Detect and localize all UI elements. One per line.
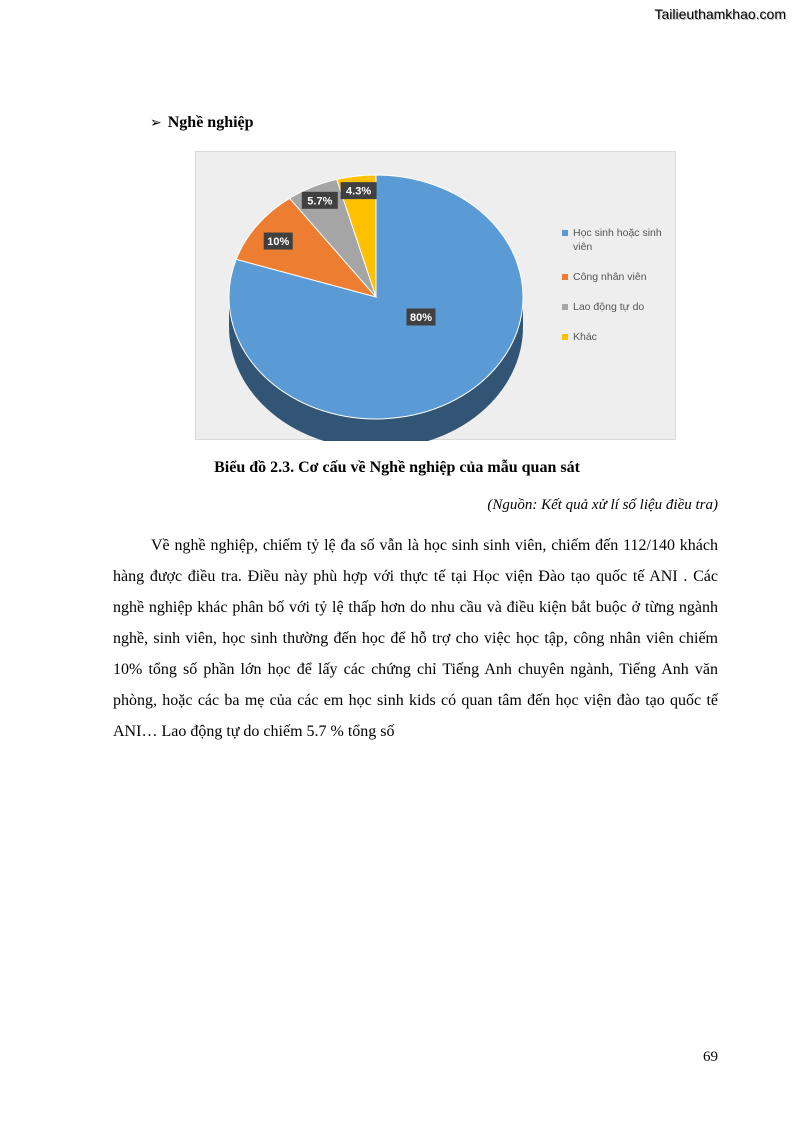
body-paragraph: Về nghề nghiệp, chiếm tỷ lệ đa số vẫn là học sinh sinh viên, chiếm đến 112/140 khách hàng được điều tra. Điều này phù hợp với thực tế tại Học viện Đào tạo quốc tế ANI . Các nghề nghiệp khác phân bố với tỷ lệ thấp hơn do nhu cầu và điều kiện bắt buộc ở từng ngành nghề, sinh viên, học sinh thường đến học để hỗ trợ cho việc học tập, công nhân viên chiếm 10% tổng số phần lớn học để lấy các chứng chỉ Tiếng Anh chuyên ngành, Tiếng Anh văn phòng, hoặc các ba mẹ của các em học sinh kids có quan tâm đến học viện đào tạo quốc tế ANI… Lao động tự do chiếm 5.7 % tổng số: [113, 537, 718, 740]
legend-label-0: Học sinh hoặc sinh viên: [573, 227, 662, 253]
arrow-bullet-icon: ➢: [150, 115, 162, 131]
legend-label-3: Khác: [573, 331, 597, 343]
data-label-2: [302, 192, 338, 209]
data-label-text-2: 5.7%: [307, 195, 333, 208]
data-label-3: [341, 182, 377, 199]
data-label-text-1: 10%: [267, 236, 290, 249]
body-text: [113, 530, 718, 747]
data-label-text-3: 4.3%: [346, 185, 372, 198]
legend-item-1: [562, 270, 672, 284]
legend-swatch-3: [562, 334, 568, 340]
watermark: Tailieuthamkhao.com: [654, 6, 786, 22]
section-heading: [150, 114, 254, 132]
legend-swatch-1: [562, 274, 568, 280]
legend-swatch-2: [562, 304, 568, 310]
pie-chart: [195, 151, 676, 440]
legend-item-0: [562, 226, 672, 254]
data-label-text-0: 80%: [409, 312, 433, 324]
page-number: 69: [703, 1049, 718, 1065]
figure-source: (Nguồn: Kết quả xử lí số liệu điều tra): [487, 497, 718, 513]
legend-item-2: [562, 300, 672, 314]
legend-label-2: Lao động tự do: [573, 301, 645, 313]
data-label-0: [407, 309, 436, 326]
legend-swatch-0: [562, 230, 568, 236]
section-title: Nghề nghiệp: [167, 114, 254, 131]
data-label-1: [264, 233, 293, 250]
figure-caption: Biểu đồ 2.3. Cơ cấu về Nghề nghiệp của mẫu quan sát: [214, 459, 580, 476]
chart-legend: [562, 226, 672, 360]
legend-label-1: Công nhân viên: [573, 271, 647, 283]
legend-item-3: [562, 330, 672, 344]
